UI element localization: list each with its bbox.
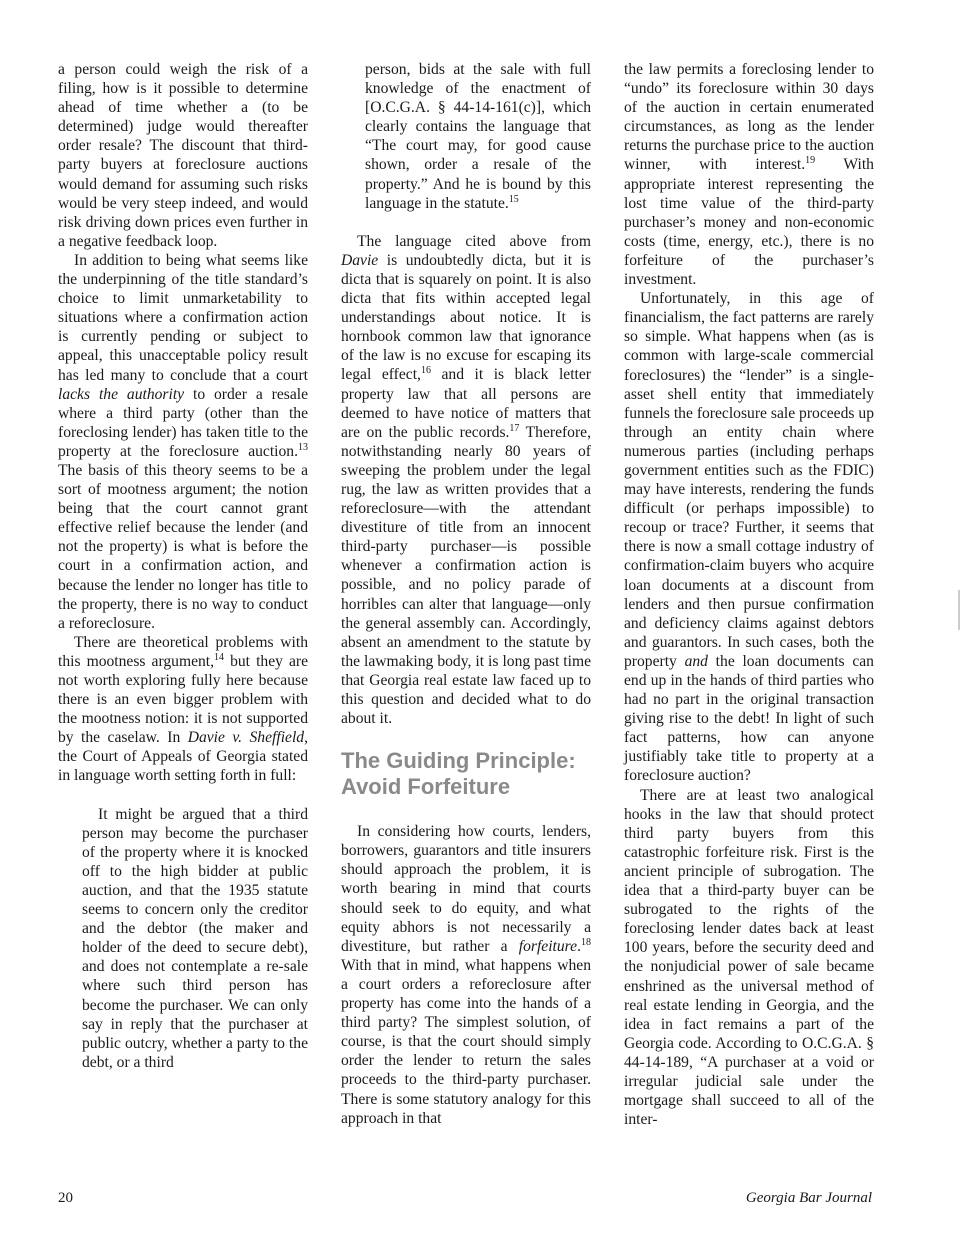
footnote-ref: 19	[805, 155, 816, 167]
text-run: Therefore, notwithstanding nearly 80 years of sweeping the problem under the legal rug, the law as written provides that a reforeclosure—with the attendant divestiture of title from an innocent third-party purchaser—is possible whenever a confirmation action is possible, and no policy parade of horribles can alter that language—only the general assembly can. Accordingly, absent an amendment to the statute by the lawmaking body, it is long past time that Georgia real estate law faced up to this question and decided what to do about it.	[341, 423, 591, 728]
emphasis: forfeiture	[518, 937, 578, 955]
paragraph	[624, 289, 874, 785]
emphasis: lacks the authority	[58, 385, 185, 403]
column-2	[341, 60, 591, 1128]
text-run: is undoubtedly dicta, but it is dicta that is squarely on point. It is also dicta that fits within accepted legal understandings about notice. It is hornbook common law that ignorance of the law is no excuse for escaping its legal effect,	[341, 251, 591, 384]
paragraph: a person could weigh the risk of a filing, how is it possible to determine ahead of time whether a (to be determined) judge would thereafter order resale? The discount that third-party buyers at foreclosure auctions would demand for assuming such risks would be very steep indeed, and would risk driving down prices even further in a negative feedback loop.	[58, 61, 308, 250]
footnote-ref: 15	[508, 193, 519, 205]
text-run: and it is black letter property law that all persons are deemed to have notice of matters that are on the public records.	[341, 366, 591, 441]
journal-name: Georgia Bar Journal	[745, 1190, 872, 1206]
footnote-ref: 17	[509, 422, 520, 434]
text-run: , the Court of Appeals of Georgia stated in language worth setting forth in full:	[58, 729, 308, 785]
column-1	[58, 60, 308, 1072]
text-run: The basis of this theory seems to be a sort of mootness argument; the notion being that the court cannot grant effective relief because the lender (and not the property) is what is before the court in a confirmation action, and because the lender no longer has title to the property, there is no way to conduct a reforeclosure.	[58, 461, 308, 632]
paragraph	[341, 822, 591, 1128]
text-run: In addition to being what seems like the underpinning of the title standard’s choice to limit unmarketability to situations where a confirmation action is currently pending or subject to appeal, this unacceptable policy result has led many to conclude that a court	[58, 251, 308, 384]
column-3	[624, 60, 874, 1129]
page-number: 20	[58, 1190, 73, 1206]
text-run: There are theoretical problems with this mootness argument,	[58, 633, 308, 670]
text-run: the law permits a foreclosing lender to “undo” its foreclosure within 30 days of the auction in certain enumerated circumstances, as long as the lender returns the purchase price to the auction winner, with interest.	[624, 61, 874, 174]
section-heading: The Guiding Principle: Avoid Forfeiture	[341, 748, 576, 800]
paragraph	[58, 251, 308, 633]
text-run: but they are not worth exploring fully here because there is an even bigger problem with the mootness notion: it is not supported by the caselaw. In	[58, 652, 308, 747]
case-name: Davie	[341, 251, 379, 269]
text-run: .	[577, 937, 581, 955]
text-run: With that in mind, what happens when a court orders a reforeclosure after property has come into the hands of a third party? The simplest solution, of course, is that the court should simply order the lender to return the sales proceeds to the third-party purchaser. There is some statutory analogy for this approach in that	[341, 956, 591, 1127]
paragraph: There are at least two analogical hooks in the law that should protect third party buyers from this catastrophic forfeiture risk. First is the ancient principle of subrogation. The idea that a third-party buyer can be subrogated to the rights of the foreclosing lender dates back at least 100 years, before the security deed and the nonjudicial power of sale became enshrined as the universal method of real estate lending in Georgia, and the idea in fact remains a part of the Georgia code. According to O.C.G.A. § 44-14-189, “A purchaser at a void or irregular judicial sale under the mortgage shall succeed to all of the inter-	[624, 786, 874, 1129]
paragraph	[624, 60, 874, 289]
footnote-ref: 13	[298, 441, 308, 453]
text-run: With appropriate interest representing the lost time value of the third-party purchaser’s money and non-economic costs (time, energy, etc.), there is no forfeiture of the purchaser’s investment.	[624, 156, 874, 289]
case-name: Davie v. Sheffield	[187, 729, 305, 747]
footnote-ref: 18	[581, 936, 591, 948]
text-run: In considering how courts, lenders, borrowers, guarantors and title insurers should approach the problem, it is worth bearing in mind that courts should seek to do equity, and what equity abhors is not necessarily a divestiture, but rather a	[341, 823, 591, 955]
emphasis: and	[684, 652, 708, 670]
text-run: to order a resale where a third party (other than the foreclosing lender) has taken title to the property at the foreclosure auction.	[58, 385, 309, 460]
text-run: The language cited above from	[357, 232, 591, 250]
footnote-ref: 14	[214, 651, 225, 663]
text-run: Unfortunately, in this age of financialism, the fact patterns are rarely so simple. What happens when (as is common with large-scale commercial foreclosures) the “lender” is a single-asset shell entity that immediately funnels the foreclosure sale proceeds up through an entity chain where numerous parties (including perhaps government entities such as the FDIC) may have interests, rendering the funds difficult (or perhaps impossible) to recoup or trace? Further, it seems that there is now a small cottage industry of confirmation-claim buyers who acquire loan documents at a discount from lenders and then pursue confirmation and deficiency claims against debtors and guarantors. In such cases, both the property	[624, 290, 874, 670]
text-run: the loan documents can end up in the hands of third parties who had no part in the original transaction giving rise to the debt! In light of such fact patterns, how can anyone justifiably take title to property at a foreclosure auction?	[624, 652, 874, 785]
block-quote-continued	[365, 60, 591, 213]
footnote-ref: 16	[420, 365, 431, 377]
paragraph	[341, 232, 591, 728]
text-run: person, bids at the sale with full knowledge of the enactment of [O.C.G.A. § 44-14-161(c)], which clearly contains the language that “The court may, for good cause shown, order a resale of the property.” And he is bound by this language in the statute.	[365, 61, 591, 212]
paragraph	[58, 633, 308, 786]
block-quote: It might be argued that a third person may become the purchaser of the property where it is knocked off to the high bidder at public auction, and that the 1935 statute seems to concern only the creditor and the debtor (the maker and holder of the deed to secure debt), and does not contemplate a re-sale where such third person has become the purchaser. We can only say in reply that the purchaser at public outcry, whether a party to the debt, or a third	[82, 805, 308, 1071]
